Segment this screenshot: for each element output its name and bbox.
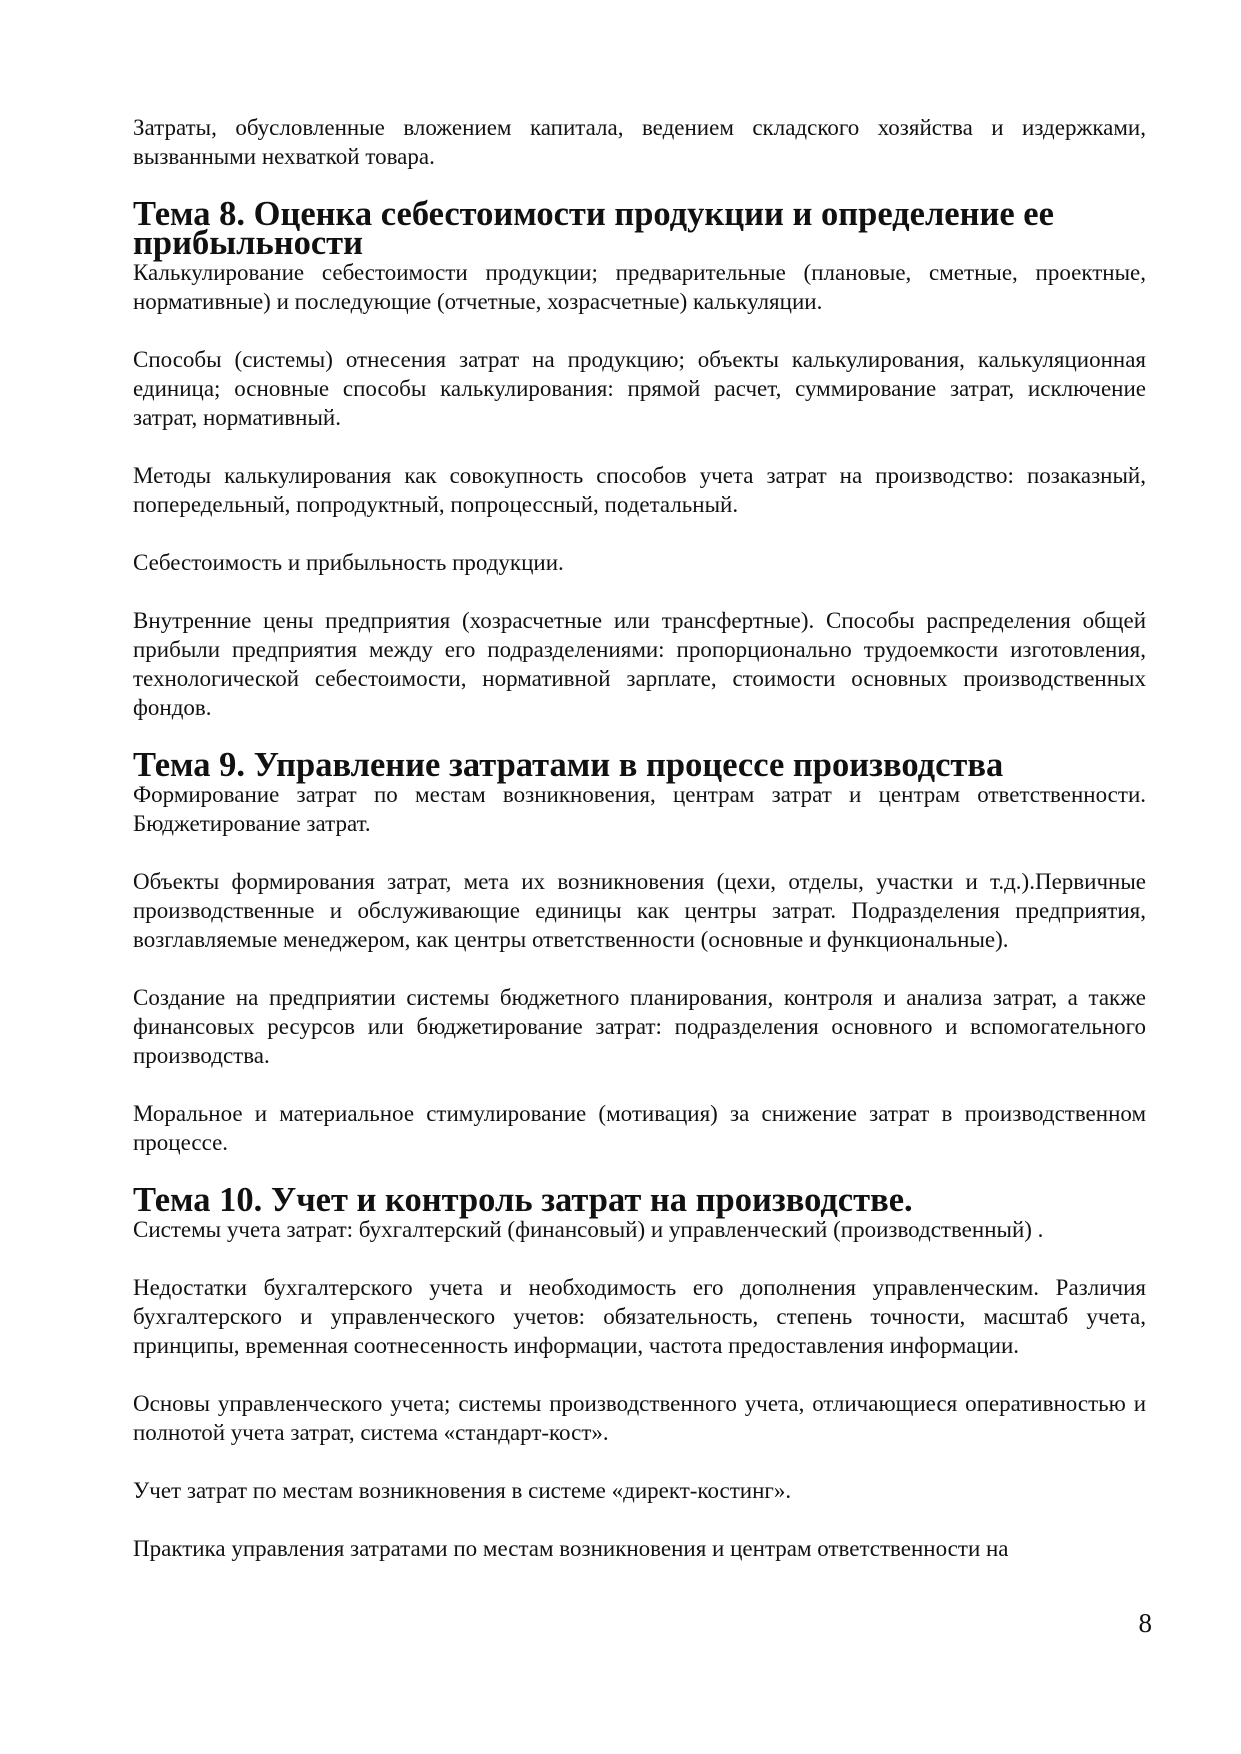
document-page	[133, 113, 1146, 1563]
topic-9-paragraph-3: Создание на предприятии системы бюджетного планирования, контроля и анализа затрат, а также финансовых ресурсов или бюджетирование затрат: подразделения основного и вспомогательного производства.	[133, 985, 1146, 1068]
topic-8-paragraph-2: Способы (системы) отнесения затрат на продукцию; объекты калькулирования, калькуляционная единица; основные способы калькулирования: прямой расчет, суммирование затрат, исключение затрат, нормативный.	[133, 347, 1146, 430]
topic-8-paragraph-3: Методы калькулирования как совокупность способов учета затрат на производство: позаказный, попередельный, попродуктный, попроцессный, подетальный.	[133, 463, 1146, 517]
topic-10-paragraph-4: Учет затрат по местам возникновения в системе «директ-костинг».	[133, 1478, 792, 1503]
topic-8-paragraph-1: Калькулирование себестоимости продукции; предварительные (плановые, сметные, проектные, нормативные) и последующие (отчетные, хозрасчетные) калькуляции.	[133, 260, 1146, 314]
topic-8-heading: Тема 8. Оценка себестоимости продукции и определение ее прибыльности	[133, 195, 1054, 262]
topic-9-paragraph-2: Объекты формирования затрат, мета их возникновения (цехи, отделы, участки и т.д.).Первичные производственные и обслуживающие единицы как центры затрат. Подразделения предприятия, возглавляемые менеджером, как центры ответственности (основные и функциональные).	[133, 869, 1146, 952]
topic-10-paragraph-5: Практика управления затратами по местам возникновения и центрам ответственности на	[133, 1536, 1009, 1561]
topic-9-heading: Тема 9. Управление затратами в процессе производства	[133, 746, 1004, 784]
topic-8-paragraph-5: Внутренние цены предприятия (хозрасчетные или трансфертные). Способы распределения общей прибыли предприятия между его подразделениями: пропорционально трудоемкости изготовления, технологической себестоимости, нормативной зарплате, стоимости основных производственных фондов.	[133, 608, 1146, 720]
topic-8-paragraph-4: Себестоимость и прибыльность продукции.	[133, 550, 564, 575]
topic-10-paragraph-2: Недостатки бухгалтерского учета и необходимость его дополнения управленческим. Различия бухгалтерского и управленческого учетов: обязательность, степень точности, масштаб учета, принципы, временная соотнесенность информации, частота предоставления информации.	[133, 1275, 1146, 1358]
topic-10-paragraph-3: Основы управленческого учета; системы производственного учета, отличающиеся оперативностью и полнотой учета затрат, система «стандарт-кост».	[133, 1391, 1146, 1445]
topic-10-paragraph-1: Системы учета затрат: бухгалтерский (финансовый) и управленческий (производственный) .	[133, 1217, 1044, 1242]
page-number: 8	[1138, 1608, 1152, 1638]
topic-9-paragraph-4: Моральное и материальное стимулирование (мотивация) за снижение затрат в производственном процессе.	[133, 1101, 1146, 1155]
intro-paragraph: Затраты, обусловленные вложением капитала, ведением складского хозяйства и издержками, вызванными нехваткой товара.	[133, 115, 1146, 169]
topic-9-paragraph-1: Формирование затрат по местам возникновения, центрам затрат и центрам ответственности. Бюджетирование затрат.	[133, 782, 1146, 836]
topic-10-heading: Тема 10. Учет и контроль затрат на производстве.	[133, 1181, 913, 1219]
